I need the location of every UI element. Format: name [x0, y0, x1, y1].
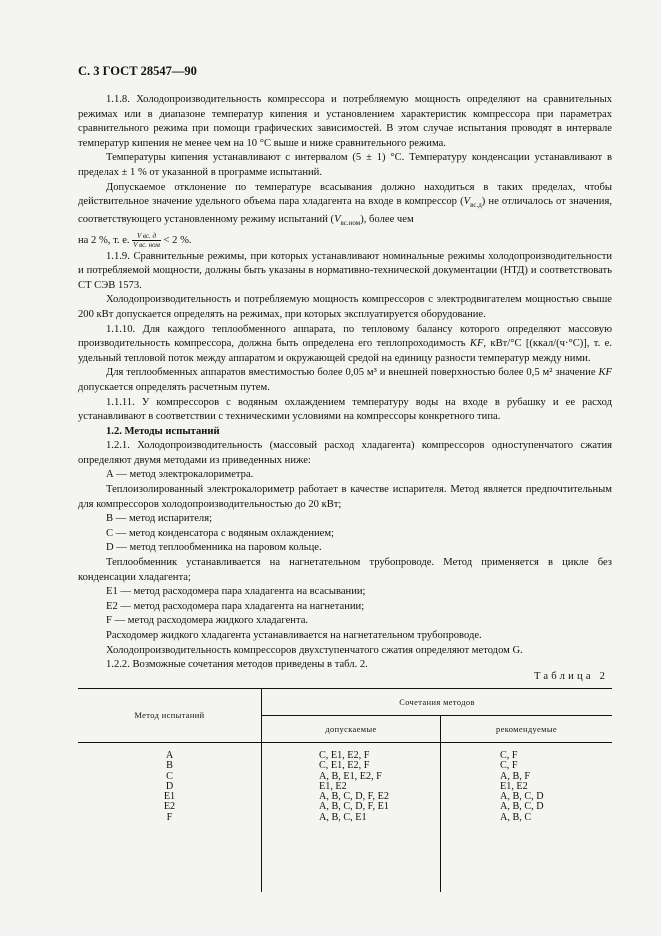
symbol-kf: KF — [469, 338, 484, 350]
paragraph-method-g: Холодопроизводительность компрессоров двухступенчатого сжатия определяют методом G. — [106, 644, 523, 656]
table-cell-allowed: A, B, E1, E2, F — [319, 770, 382, 782]
method-a: А — метод электрокалориметра. — [106, 469, 254, 481]
methods-column — [78, 743, 262, 893]
paragraph-1-1-9: 1.1.9. Сравнительные режимы, при которых устанавливают номинальные режимы холодопроизводительности и потребляемой мощности, должны быть указаны в нормативно-технической документации (НТД) и соответствовать СТ СЭВ 1573. — [78, 250, 612, 291]
paragraph-1-2-2: 1.2.2. Возможные сочетания методов приведены в табл. 2. — [106, 659, 368, 671]
table-cell-recommended: A, B, C, D — [500, 791, 544, 803]
symbol-v: V — [463, 196, 471, 208]
fraction — [132, 232, 161, 249]
allowed-list — [319, 751, 439, 823]
paragraph-kf-calc — [78, 366, 612, 395]
paragraph-1-2-1: 1.2.1. Холодопроизводительность (массовый расход хладагента) компрессоров одноступенчатого сжатия определяют двумя методами из приведенных ниже: — [78, 440, 612, 466]
fraction-numerator: V вс. д — [132, 232, 161, 241]
text-fragment: Допускаемое отклонение по температуре всасывания должно находиться в таких пределах, чтобы действительное значение удельного объема пара хладагента на входе в компрессор ( — [78, 181, 612, 208]
table-cell-method: E2 — [163, 801, 176, 813]
paragraph-heat-exchanger: Теплообменник устанавливается на нагнетательном трубопроводе. Метод применяется в цикле без конденсации хладагента; — [78, 557, 612, 583]
method-d: D — метод теплообменника на паровом кольце. — [106, 542, 322, 554]
method-f: F — метод расходомера жидкого хладагента. — [106, 615, 309, 627]
text-fragment: Для теплообменных аппаратов вместимостью более 0,05 м³ и внешней поверхностью более 0,5 м² значение — [106, 367, 599, 379]
paragraph-1-1-10 — [78, 323, 612, 367]
table-cell-recommended: A, B, C — [500, 811, 532, 823]
table-cell-allowed: C, E1, E2, F — [319, 760, 370, 772]
subscript: вс.д — [470, 201, 482, 210]
paragraph-1-1-11: 1.1.11. У компрессоров с водяным охлаждением температуру воды на входе в рубашку и ее расход устанавливают в соответствии с техническими условиями на компрессоры конкретного типа. — [78, 396, 612, 423]
paragraph-formula — [78, 232, 612, 250]
table-cell-method: C — [166, 770, 173, 782]
table-cell-recommended: C, F — [500, 750, 518, 761]
table-cell-recommended: E1, E2 — [500, 780, 528, 792]
table-cell-allowed: A, B, C, D, F, E2 — [319, 791, 389, 803]
table-cell-method: D — [165, 780, 174, 792]
allowed-column — [262, 743, 441, 893]
header-recommended: рекомендуемые — [441, 716, 613, 743]
method-b: В — метод испарителя; — [106, 513, 213, 525]
table-cell-method: E1 — [163, 791, 176, 803]
method-c: С — метод конденсатора с водяным охлаждением; — [106, 527, 335, 539]
table-cell-method: B — [166, 760, 173, 772]
table-cell-allowed: A, B, C, D, F, E1 — [319, 801, 389, 813]
methods-list — [79, 751, 260, 823]
text-fragment: ) не отличалось от значения, соответствующего установленному режиму испытаний ( — [78, 196, 612, 225]
text-fragment: на 2 %, т. е. — [78, 234, 133, 246]
text-fragment: допускается определять расчетным путем. — [78, 381, 270, 393]
header-combinations: Сочетания методов — [262, 689, 613, 716]
paragraph-flowmeter: Расходомер жидкого хладагента устанавливается на нагнетательном трубопроводе. — [106, 630, 482, 641]
table-cell-method: A — [165, 750, 174, 761]
method-e2: E2 — метод расходомера пара хладагента на нагнетании; — [106, 600, 365, 612]
paragraph-calorimeter: Теплоизолированный электрокалориметр работает в качестве испарителя. Метод является предпочтительным для компрессоров холодопроизводительностью до 20 кВт; — [78, 484, 612, 510]
paragraph-temperatures: Температуры кипения устанавливают с интервалом (5 ± 1) °С. Температуру конденсации устанавливают в пределах ± 1 % от указанной в программе испытаний. — [78, 152, 612, 178]
recommended-list — [500, 751, 611, 823]
subscript: вс.ном — [340, 218, 361, 227]
paragraph-deviation — [78, 181, 612, 231]
recommended-column — [441, 743, 613, 893]
header-allowed: допускаемые — [262, 716, 441, 743]
text-fragment: < 2 %. — [160, 234, 192, 246]
methods-table — [78, 688, 612, 892]
text-fragment: , кВт/°С [(ккал/(ч·°С)], т. е. удельный тепловой поток между аппаратом и окружающей средой на единицу разности температур между ними. — [78, 338, 612, 364]
table-cell-allowed: C, E1, E2, F — [319, 750, 370, 761]
table-cell-recommended: A, B, C, D — [500, 801, 544, 813]
method-e1: E1 — метод расходомера пара хладагента на всасывании; — [106, 586, 366, 598]
table-cell-method: F — [166, 811, 173, 823]
paragraph-1-1-8: 1.1.8. Холодопроизводительность компрессора и потребляемую мощность определяют на сравнительных режимах или в диапазоне температур кипения и установлением характеристик компрессора при параметрах сравнительного режима при помощи графических зависимостей. В этом случае испытания проводят в интервале температур кипения не менее чем на 10 °С выше и ниже сравнительного режима. — [78, 94, 612, 149]
table-caption: Таблица 2 — [534, 671, 609, 682]
table-cell-recommended: C, F — [500, 760, 518, 772]
symbol-kf: KF — [598, 367, 612, 379]
table-cell-allowed: E1, E2 — [319, 780, 347, 792]
section-heading-1-2: 1.2. Методы испытаний — [106, 425, 220, 437]
fraction-denominator: V вс. ном — [133, 240, 160, 249]
table-cell-recommended: A, B, F — [500, 770, 531, 782]
symbol-v: V — [334, 213, 341, 225]
paragraph-power: Холодопроизводительность и потребляемую мощность компрессоров с электродвигателем мощностью свыше 200 кВт допускается определять на режимах, при которых эксплуатируется оборудование. — [78, 294, 612, 320]
header-method: Метод испытаний — [78, 689, 262, 743]
page-header: С. 3 ГОСТ 28547—90 — [78, 64, 197, 78]
document-body — [78, 93, 612, 673]
table-cell-allowed: A, B, C, E1 — [319, 811, 367, 823]
text-fragment: ), более чем — [360, 213, 414, 225]
text-fragment: 1.1.10. Для каждого теплообменного аппарата, по тепловому балансу которого определяют массовую производительность компрессора, должна быть определена его теплопроходимость — [78, 323, 612, 350]
